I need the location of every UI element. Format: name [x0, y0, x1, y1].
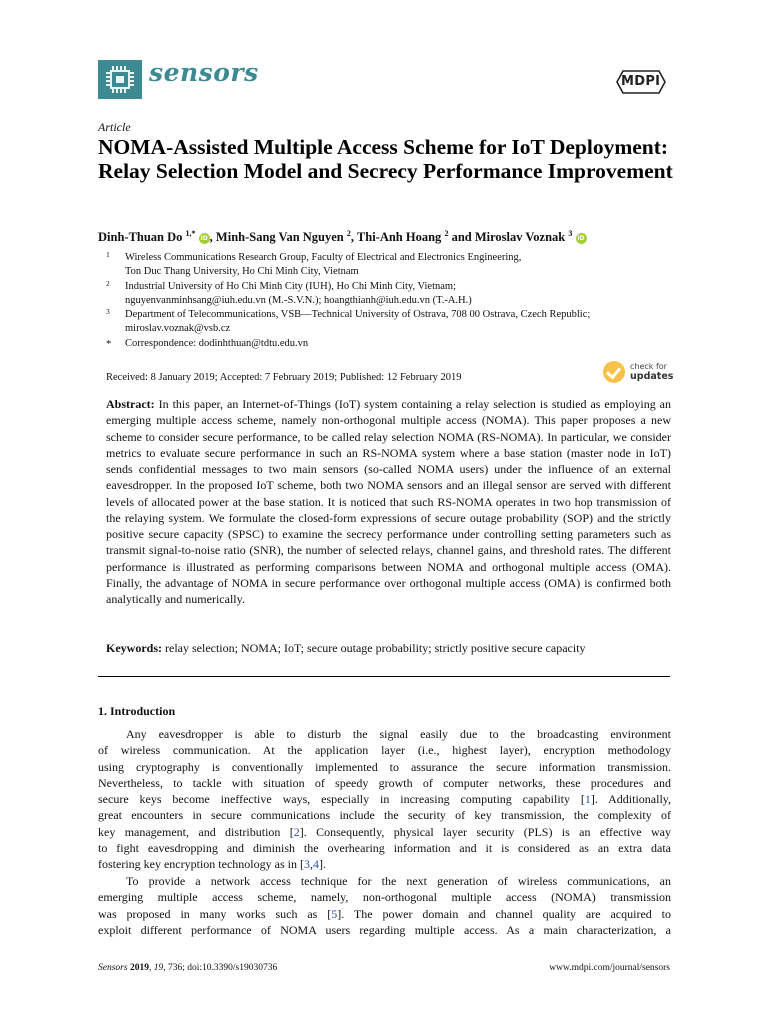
text-line: was proposed in many works such as [5]. The power domain and channel quality are acquired to	[98, 906, 671, 921]
citation-link[interactable]: 5	[331, 906, 338, 921]
author-affil-sup: 2	[444, 229, 449, 238]
correspondence-marker: *	[106, 339, 112, 350]
check-updates-line1: check for	[630, 362, 667, 371]
journal-logo	[98, 60, 142, 99]
paper-title: NOMA-Assisted Multiple Access Scheme for IoT Deployment: Relay Selection Model and Secrecy Performance Improvement	[98, 135, 673, 183]
text-line: Nevertheless, to tackle with situation of speedy growth of computer networks, these procedures and	[98, 775, 671, 790]
text-line: using cryptography is conventionally implemented to assurance the secure information transmission.	[98, 759, 671, 774]
affiliation-email-line[interactable]: nguyenvanminhsang@iuh.edu.vn (M.-S.V.N.); hoangthianh@iuh.edu.vn (T.-A.H.)	[125, 295, 472, 307]
publisher-name: MDPI	[621, 74, 661, 89]
affiliation-line: Industrial University of Ho Chi Minh City (IUH), Ho Chi Minh City, Vietnam;	[125, 281, 456, 292]
text-line: Any eavesdropper is able to disturb the signal easily due to the broadcasting environment	[126, 727, 671, 741]
footer-doi: , 736; doi:10.3390/s19030736	[163, 963, 278, 973]
orcid-icon[interactable]: iD	[577, 235, 585, 243]
checkmark-icon	[603, 361, 625, 383]
author-name: , Minh-Sang Van Nguyen	[209, 230, 344, 245]
author-name: and Miroslav Voznak	[448, 230, 566, 245]
text-line: exploit different performance of NOMA users regarding multiple access. As a main characterization, a	[98, 922, 671, 937]
journal-name: sensors	[149, 58, 259, 87]
text-line: great encounters in secure communications include the security of key transmission, the complexity of	[98, 808, 671, 823]
orcid-icon[interactable]: iD	[200, 235, 208, 243]
footer-citation: Sensors 2019, 19, 736; doi:10.3390/s19030736	[98, 963, 278, 973]
text-line: emerging multiple access scheme, namely, non-orthogonal multiple access (NOMA) transmission	[98, 890, 671, 905]
abstract-text: In this paper, an Internet-of-Things (IoT) system containing a relay selection is studied as employing an emerging multiple access scheme, namely non-orthogonal multiple access (NOMA). This paper proposes a new scheme to consider secure performance, to be called relay selection NOMA (RS-NOMA). In particular, we consider metrics to evaluate secure performance in such an RS-NOMA system where a base station (master node in IoT) sends confidential messages to two main sensors (so-called NOMA users) under the influence of an external eavesdropper. In the proposed IoT scheme, both two NOMA sensors and an illegal sensor are served with different levels of allocated power at the base station. It is noticed that such RS-NOMA operates in two hop transmission of the relaying system. We formulate the closed-form expressions of secure outage probability (SOP) and the strictly positive secure capacity (SPSC) to examine the secrecy performance under controlling setting parameters such as transmit signal-to-noise ratio (SNR), the number of selected relays, channel gains, and threshold rates. The different performance is illustrated as performing comparisons between NOMA and orthogonal multiple access (OMA). Finally, the advantage of NOMA in secure performance over orthogonal multiple access (OMA) is confirmed both analytically and numerically.	[106, 397, 672, 606]
author-affil-sup: 2	[346, 229, 351, 238]
footer-journal: Sensors	[98, 963, 128, 973]
text-line: key management, and distribution [2]. Consequently, physical layer security (PLS) is an effective way	[98, 824, 671, 839]
publication-dates: Received: 8 January 2019; Accepted: 7 February 2019; Published: 12 February 2019	[106, 372, 462, 383]
footer-year: 2019	[129, 963, 149, 973]
intro-paragraph-2	[98, 873, 671, 938]
citation-link[interactable]: 4	[312, 857, 319, 871]
affiliation-number: 2	[106, 279, 110, 288]
correspondence-line[interactable]: Correspondence: dodinhthuan@tdtu.edu.vn	[125, 338, 309, 349]
author-name: , Thi-Anh Hoang	[350, 230, 442, 245]
footer-journal-url[interactable]: www.mdpi.com/journal/sensors	[549, 963, 670, 973]
abstract	[106, 396, 671, 607]
intro-paragraph-1	[98, 726, 671, 872]
affiliation-email-line[interactable]: miroslav.voznak@vsb.cz	[125, 323, 231, 335]
keywords	[106, 641, 671, 656]
citation-link[interactable]: 1	[584, 792, 591, 806]
affiliation-line: Ton Duc Thang University, Ho Chi Minh City, Vietnam	[125, 266, 359, 278]
author-name: Dinh-Thuan Do	[98, 230, 183, 245]
publisher-logo	[614, 70, 668, 94]
text-line: of wireless communication. At the application layer (i.e., highest layer), encryption methodology	[98, 743, 671, 758]
text-line: secure keys become ineffective ways, especially in increasing computing capability [1]. Additionally,	[98, 792, 671, 806]
affiliation-number: 1	[106, 250, 110, 259]
section-divider	[98, 676, 670, 677]
abstract-label: Abstract:	[106, 397, 155, 411]
article-type: Article	[98, 120, 131, 134]
affiliation-line: Department of Telecommunications, VSB—Technical University of Ostrava, 708 00 Ostrava, Czech Republic;	[125, 309, 591, 320]
text-line: To provide a network access technique for the next generation of wireless communications, an	[126, 874, 671, 888]
keywords-text: relay selection; NOMA; IoT; secure outage probability; strictly positive secure capacity	[165, 641, 586, 655]
affiliation-number: 3	[106, 307, 110, 316]
keywords-label: Keywords:	[106, 641, 162, 655]
check-updates-line2: updates	[630, 371, 674, 382]
author-affil-sup: 3	[568, 229, 573, 238]
section-heading: 1. Introduction	[98, 704, 176, 718]
author-list	[98, 229, 587, 245]
check-for-updates-badge[interactable]	[603, 361, 673, 385]
citation-link[interactable]: 2	[293, 824, 300, 839]
citation-link[interactable]: 3	[303, 857, 310, 871]
text-line: fostering key encryption technology as in [3,4].	[98, 857, 326, 871]
affiliation-line: Wireless Communications Research Group, Faculty of Electrical and Electronics Engineering,	[125, 252, 522, 263]
author-affil-sup: 1,*	[185, 229, 196, 238]
text-line: to fight eavesdropping and diminish the overhearing information and it is considered as an extra data	[98, 840, 671, 855]
footer-volume: 19	[153, 963, 164, 973]
